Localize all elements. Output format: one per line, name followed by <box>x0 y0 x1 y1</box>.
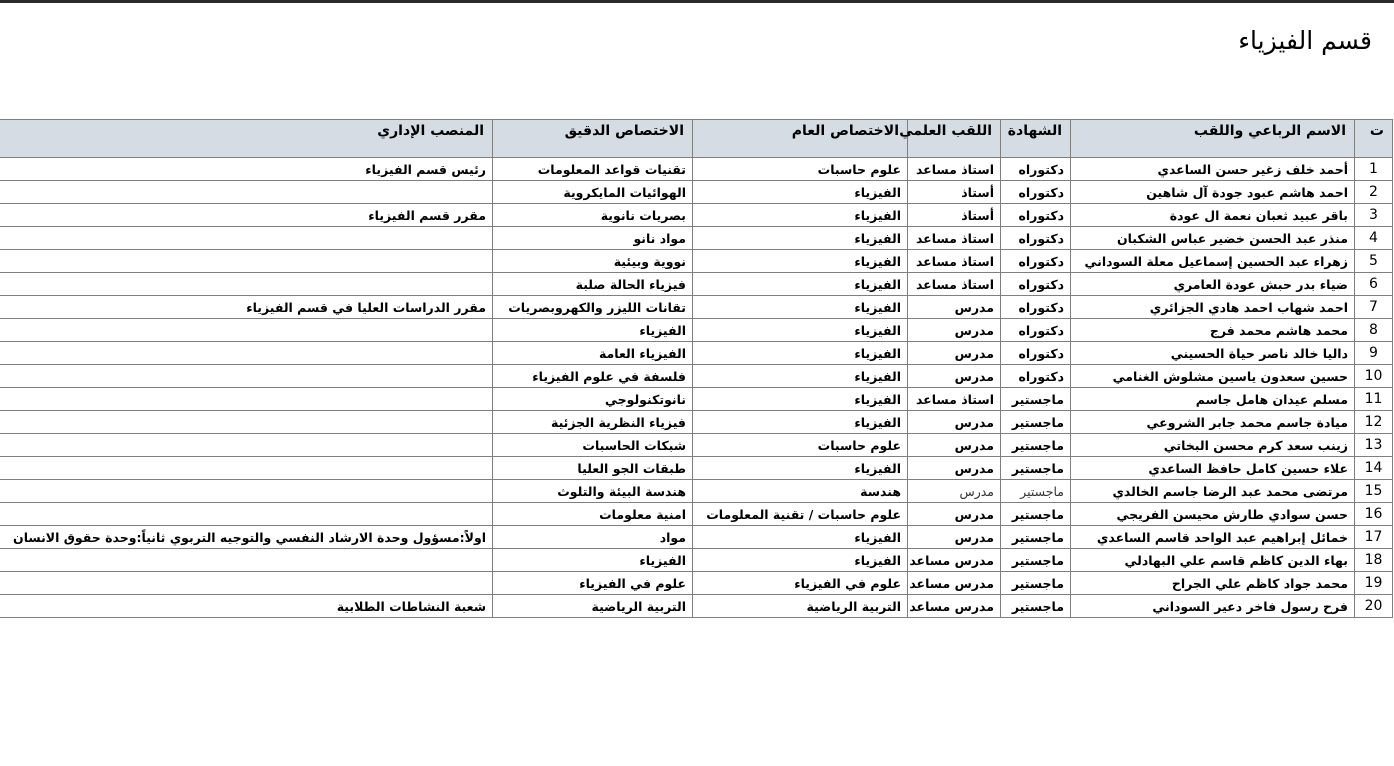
cell-degree: دكتوراه <box>1001 365 1071 388</box>
cell-general: الفيزياء <box>693 365 908 388</box>
cell-degree: دكتوراه <box>1001 204 1071 227</box>
cell-num: 11 <box>1355 388 1393 411</box>
cell-rank: مدرس <box>908 526 1001 549</box>
cell-num: 2 <box>1355 181 1393 204</box>
cell-rank: مدرس <box>908 480 1001 503</box>
cell-degree: دكتوراه <box>1001 273 1071 296</box>
cell-name: محمد جواد كاظم علي الجراح <box>1071 572 1355 595</box>
cell-rank: مدرس مساعد <box>908 549 1001 572</box>
cell-general: علوم حاسبات / تقنية المعلومات <box>693 503 908 526</box>
cell-rank: مدرس <box>908 365 1001 388</box>
table-row <box>0 319 1393 342</box>
cell-general: الفيزياء <box>693 342 908 365</box>
cell-name: احمد هاشم عبود جودة آل شاهين <box>1071 181 1355 204</box>
cell-general: التربية الرياضية <box>693 595 908 618</box>
cell-general: الفيزياء <box>693 204 908 227</box>
table-row <box>0 595 1393 618</box>
cell-general: الفيزياء <box>693 296 908 319</box>
cell-specific: الهوائيات المايكروية <box>493 181 693 204</box>
table-row <box>0 227 1393 250</box>
cell-specific: هندسة البيئة والتلوث <box>493 480 693 503</box>
cell-general: الفيزياء <box>693 273 908 296</box>
cell-position <box>0 411 493 434</box>
cell-position <box>0 549 493 572</box>
cell-specific: امنية معلومات <box>493 503 693 526</box>
cell-degree: دكتوراه <box>1001 227 1071 250</box>
cell-rank: استاذ مساعد <box>908 227 1001 250</box>
cell-degree: ماجستير <box>1001 526 1071 549</box>
cell-name: باقر عبيد ثعبان نعمة ال عودة <box>1071 204 1355 227</box>
cell-specific: تقانات الليزر والكهروبصريات <box>493 296 693 319</box>
cell-num: 3 <box>1355 204 1393 227</box>
cell-position: اولاً:مسؤول وحدة الارشاد النفسي والتوجيه التربوي ثانياً:وحدة حقوق الانسان <box>0 526 493 549</box>
cell-general: الفيزياء <box>693 549 908 572</box>
cell-position <box>0 365 493 388</box>
cell-specific: تقنيات قواعد المعلومات <box>493 158 693 181</box>
cell-rank: مدرس <box>908 296 1001 319</box>
cell-rank: مدرس <box>908 434 1001 457</box>
cell-name: محمد هاشم محمد فرج <box>1071 319 1355 342</box>
cell-rank: مدرس <box>908 319 1001 342</box>
cell-specific: بصريات نانوية <box>493 204 693 227</box>
table-row <box>0 503 1393 526</box>
top-border <box>0 0 1394 3</box>
cell-degree: ماجستير <box>1001 434 1071 457</box>
cell-general: علوم حاسبات <box>693 158 908 181</box>
cell-specific: مواد <box>493 526 693 549</box>
cell-general: الفيزياء <box>693 411 908 434</box>
cell-name: علاء حسين كامل حافظ الساعدي <box>1071 457 1355 480</box>
cell-general: الفيزياء <box>693 457 908 480</box>
cell-num: 12 <box>1355 411 1393 434</box>
header-general: الاختصاص العام <box>693 120 908 158</box>
staff-table <box>0 119 1393 618</box>
cell-specific: علوم في الفيزياء <box>493 572 693 595</box>
cell-num: 8 <box>1355 319 1393 342</box>
table-row <box>0 365 1393 388</box>
cell-name: فرح رسول فاخر دعير السوداني <box>1071 595 1355 618</box>
cell-degree: ماجستير <box>1001 480 1071 503</box>
cell-degree: ماجستير <box>1001 549 1071 572</box>
cell-name: احمد شهاب احمد هادي الجزائري <box>1071 296 1355 319</box>
table-row <box>0 434 1393 457</box>
cell-rank: مدرس مساعد <box>908 595 1001 618</box>
cell-degree: دكتوراه <box>1001 158 1071 181</box>
cell-rank: مدرس مساعد <box>908 572 1001 595</box>
cell-num: 10 <box>1355 365 1393 388</box>
cell-general: هندسة <box>693 480 908 503</box>
cell-general: الفيزياء <box>693 227 908 250</box>
cell-position <box>0 273 493 296</box>
cell-rank: مدرس <box>908 457 1001 480</box>
table-row <box>0 204 1393 227</box>
cell-position <box>0 342 493 365</box>
cell-specific: نووية وبيئية <box>493 250 693 273</box>
cell-num: 14 <box>1355 457 1393 480</box>
cell-degree: دكتوراه <box>1001 181 1071 204</box>
cell-name: أحمد خلف زغير حسن الساعدي <box>1071 158 1355 181</box>
cell-name: بهاء الدين كاظم قاسم علي البهادلي <box>1071 549 1355 572</box>
cell-rank: أستاذ <box>908 204 1001 227</box>
cell-degree: ماجستير <box>1001 572 1071 595</box>
table-row <box>0 572 1393 595</box>
cell-degree: ماجستير <box>1001 595 1071 618</box>
cell-degree: دكتوراه <box>1001 296 1071 319</box>
cell-num: 6 <box>1355 273 1393 296</box>
cell-degree: دكتوراه <box>1001 342 1071 365</box>
header-specific: الاختصاص الدقيق <box>493 120 693 158</box>
cell-num: 9 <box>1355 342 1393 365</box>
cell-name: زينب سعد كرم محسن البخاتي <box>1071 434 1355 457</box>
table-row <box>0 549 1393 572</box>
cell-num: 4 <box>1355 227 1393 250</box>
cell-position <box>0 181 493 204</box>
cell-rank: أستاذ <box>908 181 1001 204</box>
cell-rank: استاذ مساعد <box>908 273 1001 296</box>
table-row <box>0 273 1393 296</box>
cell-num: 17 <box>1355 526 1393 549</box>
page-title: قسم الفيزياء <box>1238 26 1372 55</box>
cell-position <box>0 388 493 411</box>
cell-specific: طبقات الجو العليا <box>493 457 693 480</box>
cell-specific: مواد نانو <box>493 227 693 250</box>
cell-position <box>0 434 493 457</box>
cell-specific: شبكات الحاسبات <box>493 434 693 457</box>
cell-position <box>0 572 493 595</box>
cell-general: الفيزياء <box>693 526 908 549</box>
cell-rank: مدرس <box>908 503 1001 526</box>
table-row <box>0 342 1393 365</box>
cell-specific: الفيزياء العامة <box>493 342 693 365</box>
cell-general: الفيزياء <box>693 388 908 411</box>
cell-rank: مدرس <box>908 342 1001 365</box>
cell-degree: ماجستير <box>1001 457 1071 480</box>
cell-name: داليا خالد ناصر حياة الحسيني <box>1071 342 1355 365</box>
table-row <box>0 296 1393 319</box>
cell-position <box>0 319 493 342</box>
cell-degree: دكتوراه <box>1001 319 1071 342</box>
table-row <box>0 457 1393 480</box>
header-rank: اللقب العلمي <box>908 120 1001 158</box>
cell-degree: ماجستير <box>1001 411 1071 434</box>
cell-name: منذر عبد الحسن خضير عباس الشكبان <box>1071 227 1355 250</box>
cell-position: مقرر قسم الفيزياء <box>0 204 493 227</box>
cell-name: ميادة جاسم محمد جابر الشروعي <box>1071 411 1355 434</box>
cell-specific: فلسفة في علوم الفيزياء <box>493 365 693 388</box>
cell-position: رئيس قسم الفيزياء <box>0 158 493 181</box>
cell-rank: مدرس <box>908 411 1001 434</box>
cell-degree: دكتوراه <box>1001 250 1071 273</box>
cell-general: علوم حاسبات <box>693 434 908 457</box>
table-row <box>0 158 1393 181</box>
cell-position <box>0 480 493 503</box>
cell-num: 5 <box>1355 250 1393 273</box>
cell-num: 15 <box>1355 480 1393 503</box>
cell-position <box>0 227 493 250</box>
cell-specific: الفيزياء <box>493 549 693 572</box>
cell-num: 18 <box>1355 549 1393 572</box>
cell-specific: فيزياء الحالة صلبة <box>493 273 693 296</box>
cell-rank: استاذ مساعد <box>908 158 1001 181</box>
table-body <box>0 158 1393 618</box>
cell-rank: استاذ مساعد <box>908 388 1001 411</box>
cell-position: مقرر الدراسات العليا في قسم الفيزياء <box>0 296 493 319</box>
cell-position <box>0 503 493 526</box>
cell-degree: ماجستير <box>1001 503 1071 526</box>
cell-rank: استاذ مساعد <box>908 250 1001 273</box>
cell-num: 1 <box>1355 158 1393 181</box>
cell-num: 16 <box>1355 503 1393 526</box>
header-position: المنصب الإداري <box>0 120 493 158</box>
cell-general: علوم في الفيزياء <box>693 572 908 595</box>
cell-num: 19 <box>1355 572 1393 595</box>
table-row <box>0 480 1393 503</box>
table-row <box>0 250 1393 273</box>
table-row <box>0 181 1393 204</box>
table-header-row <box>0 120 1393 158</box>
cell-name: حسين سعدون ياسين مشلوش الغنامي <box>1071 365 1355 388</box>
cell-position: شعبة النشاطات الطلابية <box>0 595 493 618</box>
cell-general: الفيزياء <box>693 181 908 204</box>
cell-num: 7 <box>1355 296 1393 319</box>
cell-specific: فيزياء النظرية الجزئية <box>493 411 693 434</box>
table-row <box>0 388 1393 411</box>
cell-general: الفيزياء <box>693 319 908 342</box>
cell-specific: الفيزياء <box>493 319 693 342</box>
cell-name: زهراء عبد الحسين إسماعيل معلة السوداني <box>1071 250 1355 273</box>
cell-name: حسن سوادي طارش محيسن الفريجي <box>1071 503 1355 526</box>
cell-general: الفيزياء <box>693 250 908 273</box>
table-row <box>0 411 1393 434</box>
cell-name: خمائل إبراهيم عبد الواحد قاسم الساعدي <box>1071 526 1355 549</box>
cell-position <box>0 250 493 273</box>
header-degree: الشهادة <box>1001 120 1071 158</box>
cell-num: 20 <box>1355 595 1393 618</box>
header-num: ت <box>1355 120 1393 158</box>
cell-num: 13 <box>1355 434 1393 457</box>
table-row <box>0 526 1393 549</box>
cell-degree: ماجستير <box>1001 388 1071 411</box>
cell-name: ضياء بدر حبش عودة العامري <box>1071 273 1355 296</box>
cell-position <box>0 457 493 480</box>
cell-specific: نانوتكنولوجي <box>493 388 693 411</box>
header-name: الاسم الرباعي واللقب <box>1071 120 1355 158</box>
cell-specific: التربية الرياضية <box>493 595 693 618</box>
cell-name: مسلم عيدان هامل جاسم <box>1071 388 1355 411</box>
cell-name: مرتضى محمد عبد الرضا جاسم الخالدي <box>1071 480 1355 503</box>
